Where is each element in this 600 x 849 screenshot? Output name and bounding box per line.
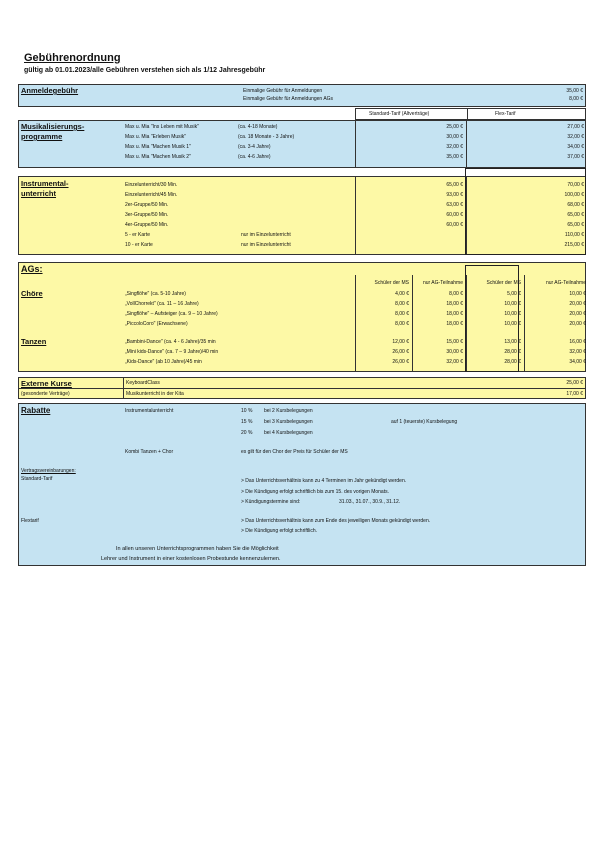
rabatte-aside: auf 1 (teuerste) Kursbelegung <box>391 419 458 425</box>
table-row <box>19 134 585 142</box>
ag-price: 20,00 € <box>569 311 586 317</box>
extern-price: 17,00 € <box>566 391 583 397</box>
anmeldung-header: Anmeldegebühr <box>21 86 79 95</box>
standard-price: 25,00 € <box>446 124 463 130</box>
footer-note: In allen unseren Unterrichtsprogrammen haben Sie die Möglichkeit <box>116 546 279 552</box>
vertrag-line: > Die Kündigung erfolgt schriftlich. <box>241 528 318 534</box>
ag-price: 10,00 € <box>504 321 521 327</box>
footer-note: Lehrer und Instrument in einer kostenlosen Probestunde kennenzulernen. <box>101 556 281 562</box>
flex-tariff-column <box>465 168 586 255</box>
ag-label: „Singflöhe" (ca. 5-10 Jahre) <box>125 291 186 297</box>
row-label: 5 - er Karte <box>125 232 151 238</box>
anmeldung-section <box>18 84 586 107</box>
standard-price: 65,00 € <box>446 182 463 188</box>
standard-price: 63,00 € <box>446 202 463 208</box>
flex-price: 37,00 € <box>567 154 584 160</box>
extern-label: KeyboardClass <box>126 380 160 386</box>
row-age: (ca. 4-18 Monate) <box>238 124 278 130</box>
ags-col-header: Schüler der MS <box>374 280 409 286</box>
ag-price: 8,00 € <box>395 301 409 307</box>
flex-price: 65,00 € <box>567 222 584 228</box>
choere-header: Chöre <box>21 289 43 298</box>
ags-col-header: Schüler der MS <box>486 280 521 286</box>
ag-price: 8,00 € <box>395 311 409 317</box>
standard-price: 30,00 € <box>446 134 463 140</box>
vertrag-line: > Das Unterrichtsverhältnis kann zu 4 Terminen im Jahr gekündigt werden. <box>241 478 407 484</box>
standard-price: 93,00 € <box>446 192 463 198</box>
kuendigungstermine: 31.03., 31.07., 30.9., 31.12. <box>339 499 401 505</box>
table-row <box>19 154 585 162</box>
standard-price: 35,00 € <box>446 154 463 160</box>
row-note: nur im Einzelunterricht <box>241 242 291 248</box>
ag-label: „Kids-Dance" (ab 10 Jahre)/45 min <box>125 359 202 365</box>
kombi-text: es gilt für den Chor der Preis für Schüler der MS <box>241 449 348 455</box>
row-label: Max u. Mia "Machen Musik 2" <box>125 154 191 160</box>
musikalisierung-section <box>18 120 586 168</box>
rabatte-label: Instrumentalunterricht <box>125 408 174 414</box>
vertrag-header: Vertragsvereinbarungen: <box>21 468 76 474</box>
page-title: Gebührenordnung <box>24 52 121 64</box>
ag-price: 18,00 € <box>446 301 463 307</box>
kombi-label: Kombi Tanzen + Chor <box>125 449 174 455</box>
flex-price: 32,00 € <box>567 134 584 140</box>
flex-price: 70,00 € <box>567 182 584 188</box>
row-label: 3er-Gruppe/50 Min. <box>125 212 169 218</box>
tariff-header-box <box>355 108 586 120</box>
row-label: Max u. Mia "Machen Musik 1" <box>125 144 191 150</box>
ag-price: 26,00 € <box>392 359 409 365</box>
ags-ms-column <box>465 265 519 372</box>
ags-header: AGs: <box>21 264 43 274</box>
ag-price: 20,00 € <box>569 321 586 327</box>
extern-price: 25,00 € <box>566 380 583 386</box>
page-subtitle: gültig ab 01.01.2023/alle Gebühren verstehen sich als 1/12 Jahresgebühr <box>24 67 266 74</box>
row-label: Einzelunterricht/30 Min. <box>125 182 178 188</box>
flex-tariff-header: Flex-Tarif <box>495 111 516 117</box>
extern-label: Musikunterricht in der Kita <box>126 391 184 397</box>
ag-price: 10,00 € <box>504 311 521 317</box>
flex-price: 215,00 € <box>564 242 584 248</box>
ag-price: 16,00 € <box>569 339 586 345</box>
flex-price: 110,00 € <box>564 232 584 238</box>
standard-price: 32,00 € <box>446 144 463 150</box>
ag-label: „VollChorrekt" (ca. 11 – 16 Jahre) <box>125 301 199 307</box>
ag-price: 15,00 € <box>446 339 463 345</box>
rabatte-header: Rabatte <box>21 406 51 415</box>
anmeldung-label: Einmalige Gebühr für Anmeldungen <box>243 88 323 94</box>
ag-price: 20,00 € <box>569 301 586 307</box>
instrumental-header: unterricht <box>21 189 57 198</box>
vertrag-line: > Das Unterrichtsverhältnis kann zum Ende des jeweiligen Monats gekündigt werden. <box>241 518 431 524</box>
flex-price: 34,00 € <box>567 144 584 150</box>
extern-header: Externe Kurse <box>21 379 72 388</box>
ag-price: 5,00 € <box>507 291 521 297</box>
ag-label: „Mini kids-Dance" (ca. 7 – 9 Jahre)/40 min <box>125 349 219 355</box>
ag-price: 32,00 € <box>569 349 586 355</box>
musikalisierung-header: programme <box>21 132 63 141</box>
flex-price: 100,00 € <box>564 192 584 198</box>
ag-price: 10,00 € <box>569 291 586 297</box>
anmeldung-price: 35,00 € <box>566 88 583 94</box>
ag-price: 12,00 € <box>392 339 409 345</box>
row-label: 10 - er Karte <box>125 242 153 248</box>
row-age: (ca. 18 Monate - 3 Jahre) <box>238 134 295 140</box>
ag-price: 34,00 € <box>569 359 586 365</box>
flex-price: 65,00 € <box>567 212 584 218</box>
rabatt-text: bei 4 Kursbelegungen <box>264 430 313 436</box>
extern-sub: (gesonderte Verträge) <box>21 391 70 397</box>
ag-label: „PiccoloCoro" (Erwachsene) <box>125 321 188 327</box>
rabatt-pct: 20 % <box>241 430 253 436</box>
row-label: 4er-Gruppe/50 Min. <box>125 222 169 228</box>
table-row <box>19 124 585 132</box>
ag-price: 30,00 € <box>446 349 463 355</box>
standard-price: 60,00 € <box>446 212 463 218</box>
standard-tariff-header: Standard-Tarif (Altverträge) <box>369 111 430 117</box>
ag-price: 28,00 € <box>504 359 521 365</box>
row-age: (ca. 3-4 Jahre) <box>238 144 271 150</box>
ag-price: 32,00 € <box>446 359 463 365</box>
ag-price: 28,00 € <box>504 349 521 355</box>
row-label: Max u. Mia "Erleben Musik" <box>125 134 187 140</box>
table-row <box>19 144 585 152</box>
vertrag-line: > Die Kündigung erfolgt schriftlich bis zum 15. des vorigen Monats. <box>241 489 389 495</box>
extern-section <box>18 377 586 399</box>
flextarif-label: Flextarif <box>21 518 39 524</box>
tanzen-header: Tanzen <box>21 337 47 346</box>
standard-price: 60,00 € <box>446 222 463 228</box>
rabatt-pct: 15 % <box>241 419 253 425</box>
ag-price: 13,00 € <box>504 339 521 345</box>
ag-price: 18,00 € <box>446 311 463 317</box>
ag-price: 26,00 € <box>392 349 409 355</box>
ags-col-header: nur AG-Teilnahme <box>545 280 586 286</box>
ag-label: „Bambini-Dance" (ca. 4 - 6 Jahre)/35 min <box>125 339 216 345</box>
row-label: Max u. Mia "Ins Leben mit Musik" <box>125 124 199 130</box>
ags-col-header: nur AG-Teilnahme <box>422 280 463 286</box>
rabatt-text: bei 2 Kursbelegungen <box>264 408 313 414</box>
row-age: (ca. 4-6 Jahre) <box>238 154 271 160</box>
rabatt-text: bei 3 Kursbelegungen <box>264 419 313 425</box>
row-label: 2er-Gruppe/50 Min. <box>125 202 169 208</box>
rabatt-pct: 10 % <box>241 408 253 414</box>
flex-price: 27,00 € <box>567 124 584 130</box>
ag-price: 8,00 € <box>395 321 409 327</box>
ag-label: „Singflöhe" – Aufsteiger (ca. 9 – 10 Jahre) <box>125 311 218 317</box>
ag-price: 4,00 € <box>395 291 409 297</box>
ag-price: 18,00 € <box>446 321 463 327</box>
standard-tarif-label: Standard-Tarif <box>21 476 53 482</box>
anmeldung-label: Einmalige Gebühr für Anmeldungen AGs <box>243 96 334 102</box>
row-note: nur im Einzelunterricht <box>241 232 291 238</box>
ag-price: 10,00 € <box>504 301 521 307</box>
ag-price: 8,00 € <box>449 291 463 297</box>
instrumental-header: Instrumental- <box>21 179 69 188</box>
anmeldung-price: 8,00 € <box>569 96 583 102</box>
vertrag-line: > Kündigungstermine sind: <box>241 499 301 505</box>
row-label: Einzelunterricht/45 Min. <box>125 192 178 198</box>
musikalisierung-header: Musikalisierungs- <box>21 122 85 131</box>
flex-price: 68,00 € <box>567 202 584 208</box>
rabatte-section <box>18 403 586 566</box>
